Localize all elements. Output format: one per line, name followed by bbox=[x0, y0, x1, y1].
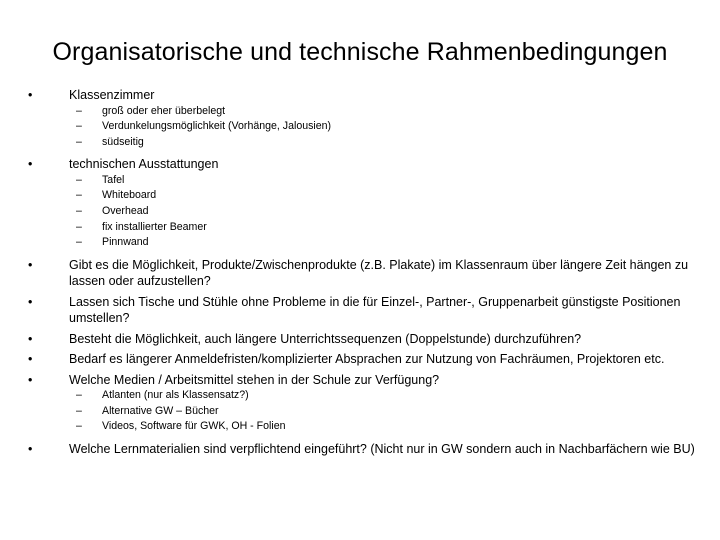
list-item bbox=[28, 294, 700, 327]
bullet-icon: • bbox=[28, 442, 33, 457]
bullet-icon: • bbox=[28, 157, 33, 172]
sub-list-item bbox=[28, 235, 700, 251]
bullet-icon: • bbox=[28, 257, 33, 272]
list-item-text: Besteht die Möglichkeit, auch längere Unterrichtssequenzen (Doppelstunde) durchzuführen? bbox=[69, 331, 582, 346]
sub-list-item bbox=[28, 419, 700, 435]
sub-list-item bbox=[28, 173, 700, 189]
spacer bbox=[28, 458, 700, 462]
list-item bbox=[28, 156, 700, 173]
dash-icon: – bbox=[76, 389, 82, 402]
list-item bbox=[28, 441, 700, 458]
sub-list-item-text: groß oder eher überbelegt bbox=[102, 104, 226, 117]
list-item bbox=[28, 331, 700, 348]
list-item-text: Klassenzimmer bbox=[69, 88, 155, 102]
dash-icon: – bbox=[76, 204, 82, 217]
bullet-icon: • bbox=[28, 88, 33, 102]
list-item bbox=[28, 257, 700, 290]
sub-list-item bbox=[28, 104, 700, 120]
bullet-list bbox=[28, 87, 700, 462]
dash-icon: – bbox=[76, 189, 82, 202]
list-item-text: Welche Lernmaterialien sind verpflichtend eingeführt? (Nicht nur in GW sondern auch in Nachbarfächern wie BU) bbox=[69, 442, 695, 457]
sub-list-item-text: Atlanten (nur als Klassensatz?) bbox=[102, 389, 249, 402]
sub-list bbox=[28, 173, 700, 251]
sub-list-item bbox=[28, 404, 700, 420]
dash-icon: – bbox=[76, 120, 82, 133]
list-item bbox=[28, 87, 700, 104]
list-item-text: Welche Medien / Arbeitsmittel stehen in der Schule zur Verfügung? bbox=[69, 372, 440, 387]
bullet-icon: • bbox=[28, 372, 33, 387]
dash-icon: – bbox=[76, 420, 82, 433]
sub-list-item-text: Whiteboard bbox=[102, 189, 157, 202]
sub-list-item bbox=[28, 135, 700, 151]
sub-list bbox=[28, 388, 700, 435]
sub-list-item-text: Pinnwand bbox=[102, 236, 149, 249]
sub-list-item bbox=[28, 388, 700, 404]
bullet-icon: • bbox=[28, 331, 33, 346]
sub-list-item-text: Tafel bbox=[102, 173, 125, 186]
dash-icon: – bbox=[76, 135, 82, 148]
slide-title: Organisatorische und technische Rahmenbedingungen bbox=[52, 38, 668, 66]
dash-icon: – bbox=[76, 404, 82, 417]
list-item-text: Bedarf es längerer Anmeldefristen/komplizierter Absprachen zur Nutzung von Fachräumen, Projektoren etc. bbox=[69, 352, 665, 367]
list-item-text: Lassen sich Tische und Stühle ohne Probleme in die für Einzel-, Partner-, Gruppenarbeit günstigste Positionen umstellen? bbox=[69, 294, 681, 326]
sub-list-item bbox=[28, 119, 700, 135]
list-item bbox=[28, 351, 700, 368]
dash-icon: – bbox=[76, 104, 82, 117]
sub-list-item bbox=[28, 220, 700, 236]
sub-list-item-text: Verdunkelungsmöglichkeit (Vorhänge, Jalousien) bbox=[102, 120, 332, 133]
dash-icon: – bbox=[76, 173, 82, 186]
list-item-text: technischen Ausstattungen bbox=[69, 157, 219, 172]
bullet-icon: • bbox=[28, 294, 33, 309]
list-item-text: Gibt es die Möglichkeit, Produkte/Zwischenprodukte (z.B. Plakate) im Klassenraum über längere Zeit hängen zu lassen oder aufzustellen? bbox=[69, 257, 689, 289]
sub-list-item-text: Alternative GW – Bücher bbox=[102, 404, 219, 417]
sub-list-item bbox=[28, 188, 700, 204]
dash-icon: – bbox=[76, 220, 82, 233]
sub-list-item-text: Overhead bbox=[102, 204, 149, 217]
sub-list bbox=[28, 104, 700, 151]
bullet-icon: • bbox=[28, 352, 33, 367]
list-item bbox=[28, 372, 700, 389]
sub-list-item bbox=[28, 204, 700, 220]
sub-list-item-text: südseitig bbox=[102, 135, 144, 148]
sub-list-item-text: fix installierter Beamer bbox=[102, 220, 207, 233]
sub-list-item-text: Videos, Software für GWK, OH - Folien bbox=[102, 420, 286, 433]
dash-icon: – bbox=[76, 236, 82, 249]
